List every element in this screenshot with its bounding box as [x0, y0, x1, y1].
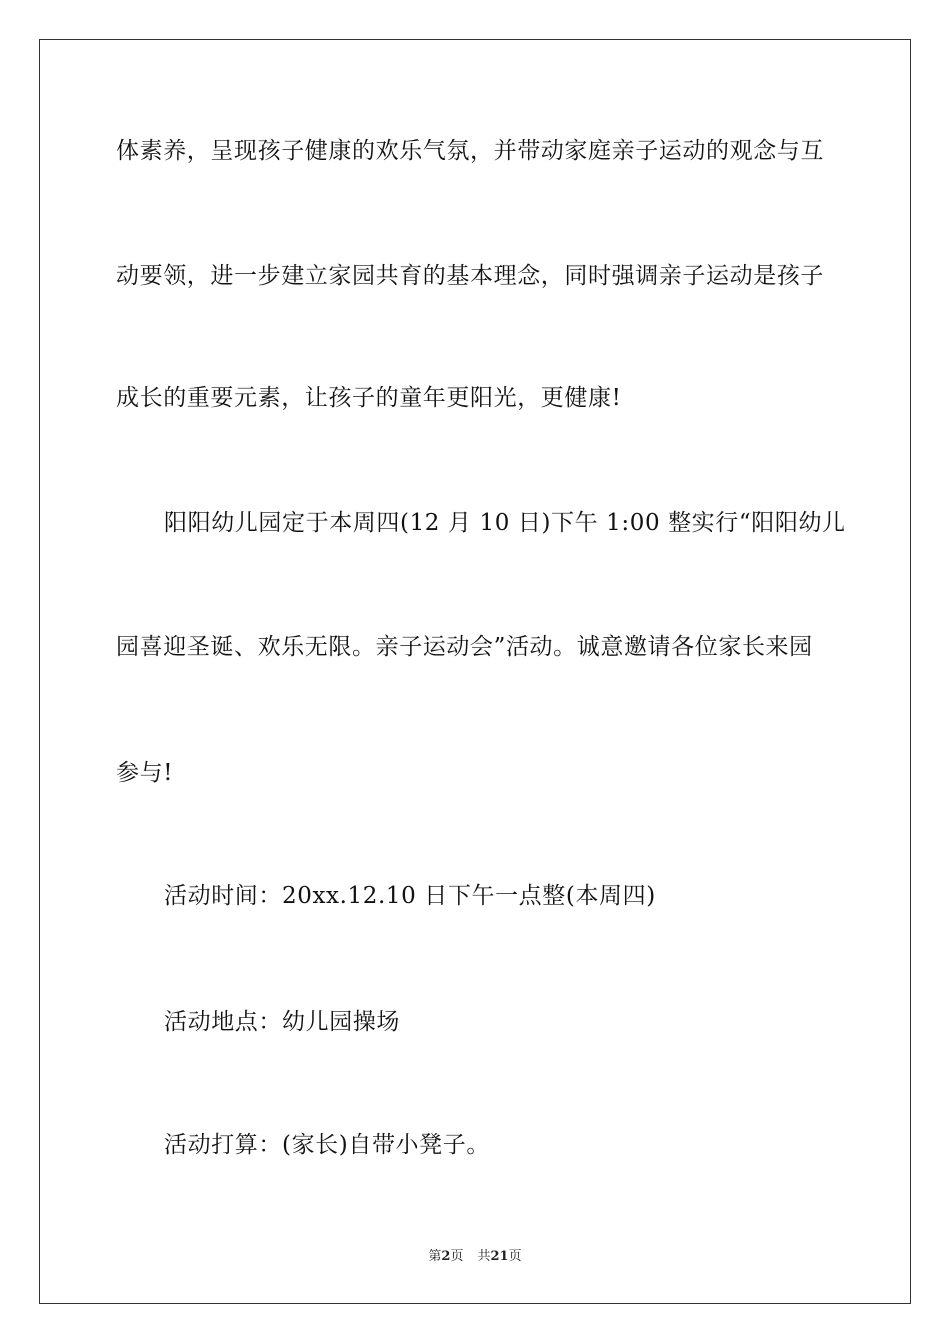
paragraph-1-line-1: 体素养，呈现孩子健康的欢乐气氛，并带动家庭亲子运动的观念与互: [116, 138, 824, 164]
total-prefix: 共: [477, 1249, 491, 1264]
paragraph-2-line-3: 参与!: [116, 760, 174, 786]
total-suffix: 页: [508, 1249, 522, 1264]
paragraph-2-line-1: 阳阳幼儿园定于本周四(12 月 10 日)下午 1:00 整实行“阳阳幼儿: [164, 510, 846, 536]
paragraph-1-line-2: 动要领，进一步建立家园共育的基本理念，同时强调亲子运动是孩子: [116, 263, 824, 289]
paragraph-1-line-3: 成长的重要元素，让孩子的童年更阳光，更健康!: [116, 385, 622, 411]
activity-time: 活动时间：20xx.12.10 日下午一点整(本周四): [164, 883, 656, 909]
paragraph-2-line-2: 园喜迎圣诞、欢乐无限。亲子运动会”活动。诚意邀请各位家长来园: [116, 634, 813, 660]
total-pages: 21: [490, 1249, 509, 1264]
page-number: 2: [441, 1249, 451, 1264]
page-footer: [0, 1248, 950, 1266]
page-prefix: 第: [428, 1249, 442, 1264]
activity-place: 活动地点：幼儿园操场: [164, 1009, 400, 1035]
activity-plan: 活动打算：(家长)自带小凳子。: [164, 1132, 490, 1158]
page-frame: [39, 39, 911, 1304]
page-suffix: 页: [450, 1249, 464, 1264]
